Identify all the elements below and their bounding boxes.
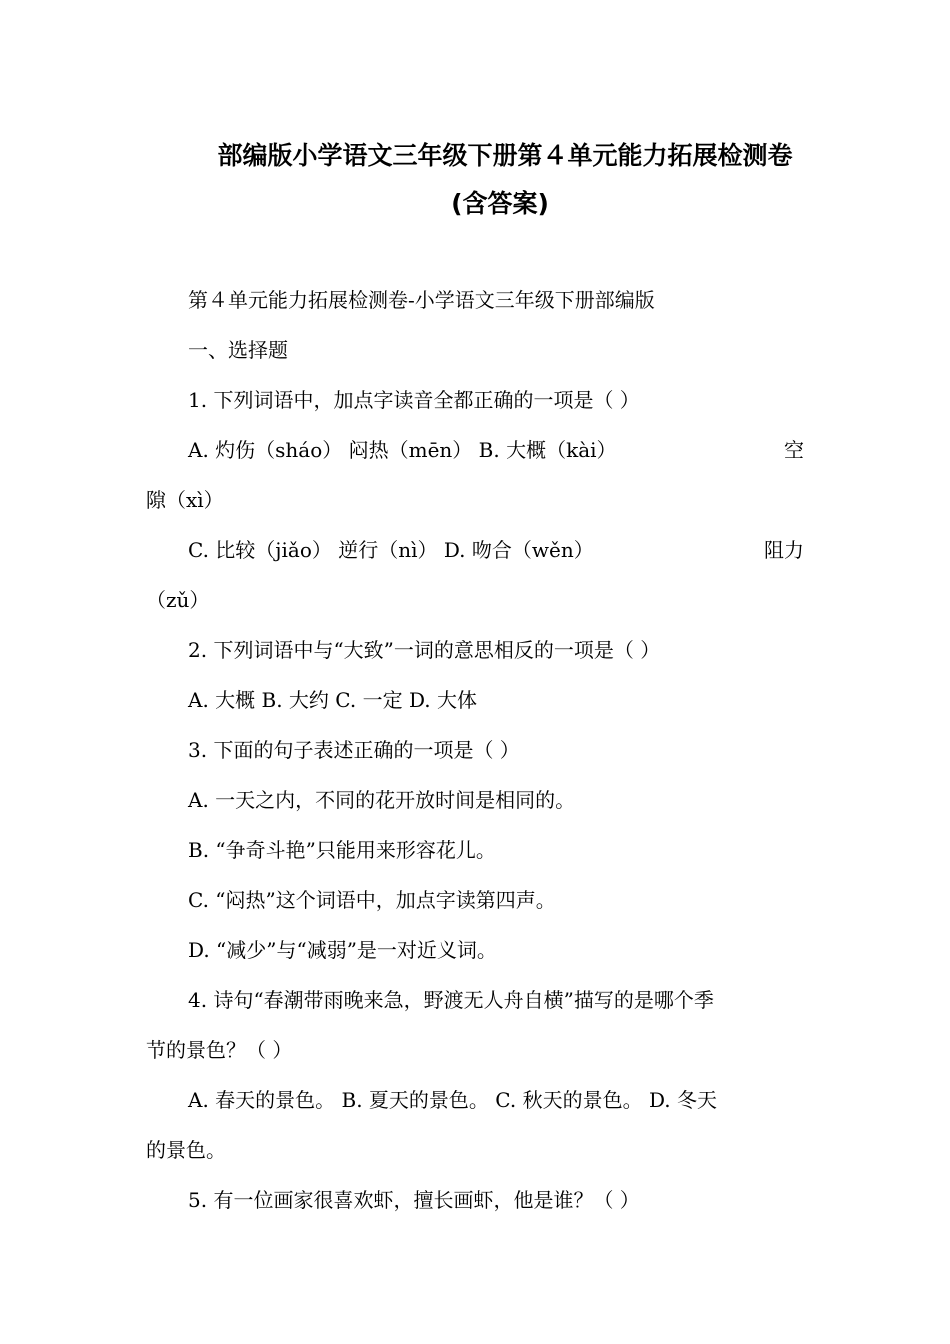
- question-3-stem: 3. 下面的句子表述正确的一项是（ ）: [188, 738, 520, 762]
- question-4-stem-continued: 节的景色？（ ）: [146, 1038, 293, 1062]
- question-1-option-b-wrap: 空: [784, 438, 804, 462]
- document-subtitle: 第４单元能力拓展检测卷-小学语文三年级下册部编版: [188, 288, 655, 312]
- document-title: 部编版小学语文三年级下册第４单元能力拓展检测卷: [217, 141, 793, 170]
- question-5-stem: 5. 有一位画家很喜欢虾，擅长画虾，他是谁？（ ）: [188, 1188, 640, 1212]
- question-1-options-cd: C. 比较（jiǎo） 逆行（nì） D. 吻合（wěn）: [188, 538, 594, 562]
- question-3-option-a: A. 一天之内，不同的花开放时间是相同的。: [188, 788, 576, 812]
- question-4-options: A. 春天的景色。 B. 夏天的景色。 C. 秋天的景色。 D. 冬天: [188, 1088, 717, 1112]
- section-heading: 一、选择题: [188, 338, 288, 362]
- question-3-option-c: C. “闷热”这个词语中，加点字读第四声。: [188, 888, 556, 912]
- question-1-stem: 1. 下列词语中，加点字读音全都正确的一项是（ ）: [188, 388, 640, 412]
- question-1-option-line: [188, 436, 804, 464]
- question-1-option-d-continued: （zǔ）: [146, 588, 210, 612]
- document-title-answer-note: (含答案): [451, 189, 549, 218]
- question-2-stem: 2. 下列词语中与“大致”一词的意思相反的一项是（ ）: [188, 638, 661, 662]
- question-3-option-b: B. “争奇斗艳”只能用来形容花儿。: [188, 838, 496, 862]
- question-2-options: A. 大概 B. 大约 C. 一定 D. 大体: [188, 688, 477, 712]
- question-4-options-continued: 的景色。: [146, 1138, 226, 1162]
- question-4-stem: 4. 诗句“春潮带雨晚来急，野渡无人舟自横”描写的是哪个季: [188, 988, 714, 1012]
- question-1-options-ab: A. 灼伤（sháo） 闷热（mēn） B. 大概（kài）: [188, 438, 617, 462]
- question-3-option-d: D. “减少”与“减弱”是一对近义词。: [188, 938, 497, 962]
- question-1-option-d-wrap: 阻力: [764, 538, 804, 562]
- question-1-option-b-continued: 隙（xì）: [146, 488, 224, 512]
- question-1-option-line: [188, 536, 804, 564]
